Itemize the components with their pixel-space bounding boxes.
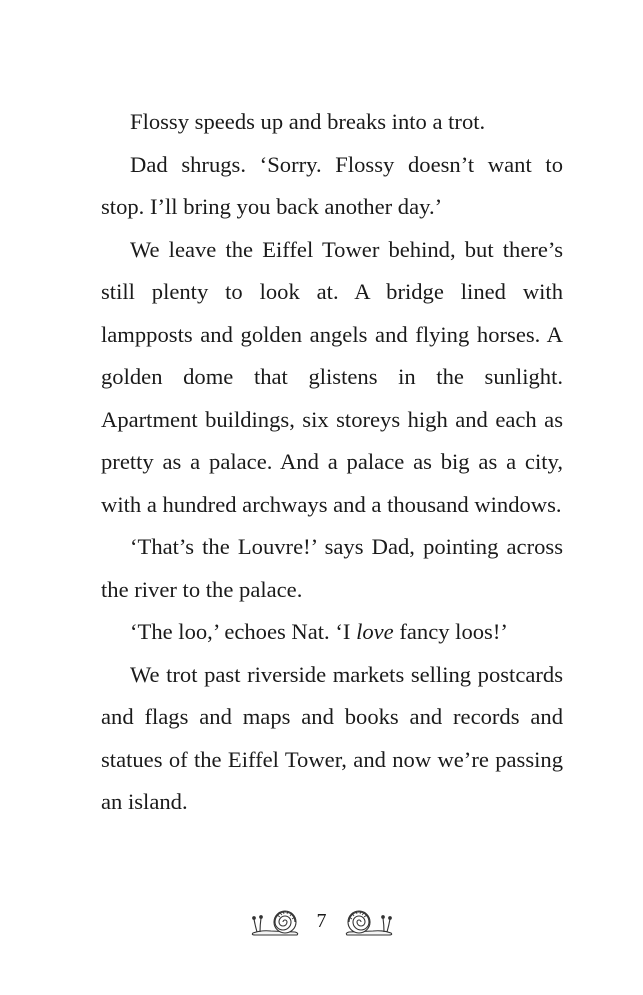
snail-icon — [341, 903, 395, 939]
page-body — [101, 101, 563, 824]
paragraph-3 — [101, 229, 563, 527]
page-footer — [0, 896, 643, 946]
paragraph-text: Dad shrugs. ‘Sorry. Flossy doesn’t want to stop. I’ll bring you back another day.’ — [101, 151, 563, 219]
paragraph-2 — [101, 144, 563, 229]
emphasis-text: love — [356, 619, 394, 644]
snail-icon — [249, 903, 303, 939]
paragraph-1 — [101, 101, 563, 144]
page-number: 7 — [316, 910, 327, 932]
paragraph-text: Flossy speeds up and breaks into a trot. — [130, 109, 486, 134]
paragraph-text: fancy loos!’ — [393, 619, 508, 644]
paragraph-4 — [101, 526, 563, 611]
paragraph-text: ‘That’s the Louvre!’ says Dad, pointing across the river to the palace. — [101, 534, 563, 602]
paragraph-text: We leave the Eiffel Tower behind, but there’s still plenty to look at. A bridge lined with lampposts and golden angels and flying horses. A golden dome that glistens in the sunlight. Apartment buildings, six storeys high and each as pretty as a palace. And a palace as big as a city, with a hundred archways and a thousand windows. — [101, 236, 563, 517]
paragraph-5 — [101, 611, 563, 654]
paragraph-6 — [101, 654, 563, 824]
paragraph-text: We trot past riverside markets selling postcards and flags and maps and books and records and statues of the Eiffel Tower, and now we’re passing an island. — [101, 661, 563, 814]
paragraph-text: ‘The loo,’ echoes Nat. ‘I — [130, 619, 357, 644]
